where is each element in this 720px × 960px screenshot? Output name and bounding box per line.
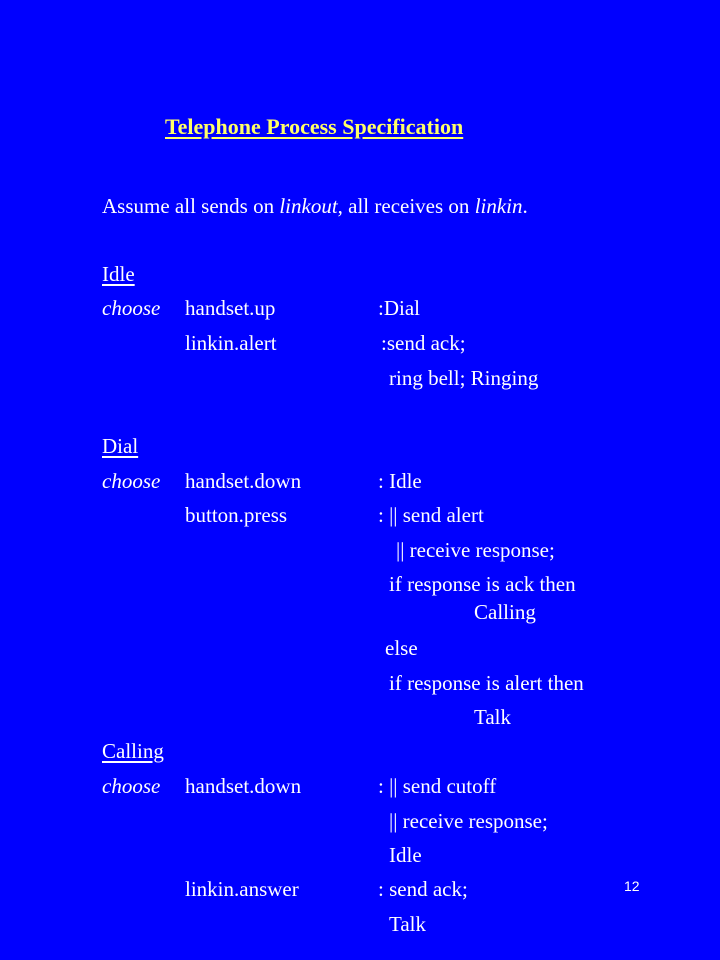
dial-action-5: Calling (474, 600, 536, 624)
calling-action-1: : || send cutoff (378, 774, 497, 798)
page-number: 12 (624, 878, 640, 894)
calling-action-2: || receive response; (389, 809, 548, 833)
idle-choose: choose (102, 296, 161, 320)
dial-action-4: if response is ack then (389, 572, 576, 596)
dial-heading: Dial (102, 434, 139, 458)
intro-linkout: linkout (279, 194, 338, 218)
dial-action-8: Talk (474, 705, 512, 729)
idle-action-1: :Dial (378, 296, 420, 320)
dial-guard-1: handset.down (185, 469, 302, 493)
dial-action-7: if response is alert then (389, 671, 584, 695)
dial-action-1: : Idle (378, 469, 422, 493)
intro-text-e: . (522, 194, 528, 218)
idle-guard-2: linkin.alert (185, 331, 277, 355)
calling-guard-1: handset.down (185, 774, 302, 798)
calling-action-5: Talk (389, 912, 427, 936)
intro-linkin: linkin (474, 194, 523, 218)
calling-choose: choose (102, 774, 161, 798)
intro-text-a: Assume all sends on (102, 194, 280, 218)
intro-line (102, 194, 528, 219)
idle-action-2b: ring bell; Ringing (389, 366, 539, 390)
idle-heading: Idle (102, 262, 135, 286)
dial-action-3: || receive response; (396, 538, 555, 562)
calling-action-3: Idle (389, 843, 422, 867)
idle-action-2: :send ack; (381, 331, 466, 355)
dial-choose: choose (102, 469, 161, 493)
dial-guard-2: button.press (185, 503, 288, 527)
dial-action-6: else (385, 636, 418, 660)
slide-title: Telephone Process Specification (165, 114, 464, 139)
intro-text-c: , all receives on (337, 194, 475, 218)
dial-action-2: : || send alert (378, 503, 484, 527)
calling-heading: Calling (102, 739, 164, 763)
calling-guard-2: linkin.answer (185, 877, 299, 901)
idle-guard-1: handset.up (185, 296, 276, 320)
calling-action-4: : send ack; (378, 877, 468, 901)
